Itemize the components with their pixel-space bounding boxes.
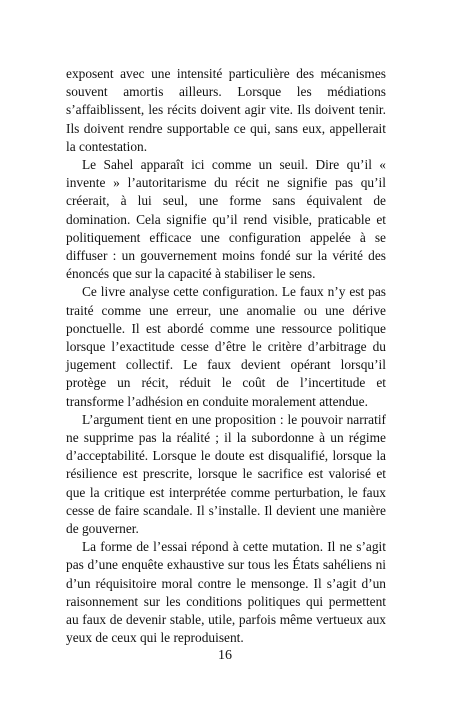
paragraph-1: exposent avec une intensité particulière des mécanismes souvent amortis ailleurs. Lorsque les médiations s’affaiblissent, les récits doivent agir vite. Ils doivent tenir. Ils doivent rendre supportable ce qui, sans eux, appellerait la contestation. [66,66,386,154]
page-body [66,65,386,648]
paragraph-3: Ce livre analyse cette configuration. Le faux n’y est pas traité comme une erreur, une anomalie ou une dérive ponctuelle. Il est abordé comme une ressource politique lorsque l’exactitude cesse d’être le critère d’arbitrage du jugement collectif. Le faux devient opérant lorsqu’il protège un récit, réduit le coût de l’incertitude et transforme l’adhésion en conduite moralement attendue. [66,284,386,409]
paragraph-5: La forme de l’essai répond à cette mutation. Il ne s’agit pas d’une enquête exhaustive sur tous les États sahéliens ni d’un réquisitoire moral contre le mensonge. Il s’agit d’un raisonnement sur les conditions politiques qui permettent au faux de devenir stable, utile, parfois même vertueux aux yeux de ceux qui le reproduisent. [66,539,386,646]
page-number: 16 [218,648,232,663]
paragraph-4: L’argument tient en une proposition : le pouvoir narratif ne supprime pas la réalité ; il la subordonne à un régime d’acceptabilité. Lorsque le doute est disqualifié, lorsque la résilience est prescrite, lorsque le sacrifice est valorisé et que la critique est interprétée comme perturbation, le faux cesse de faire scandale. Il s’installe. Il devient une manière de gouverner. [66,411,386,537]
paragraph-2: Le Sahel apparaît ici comme un seuil. Dire qu’il « invente » l’autoritarisme du récit ne signifie pas qu’il créerait, à lui seul, une forme sans équivalent de domination. Cela signifie qu’il rend visible, praticable et politiquement efficace une configuration appelée à se diffuser : un gouvernement moins fondé sur la vérité des énoncés que sur la capacité à stabiliser le sens. [66,157,386,282]
